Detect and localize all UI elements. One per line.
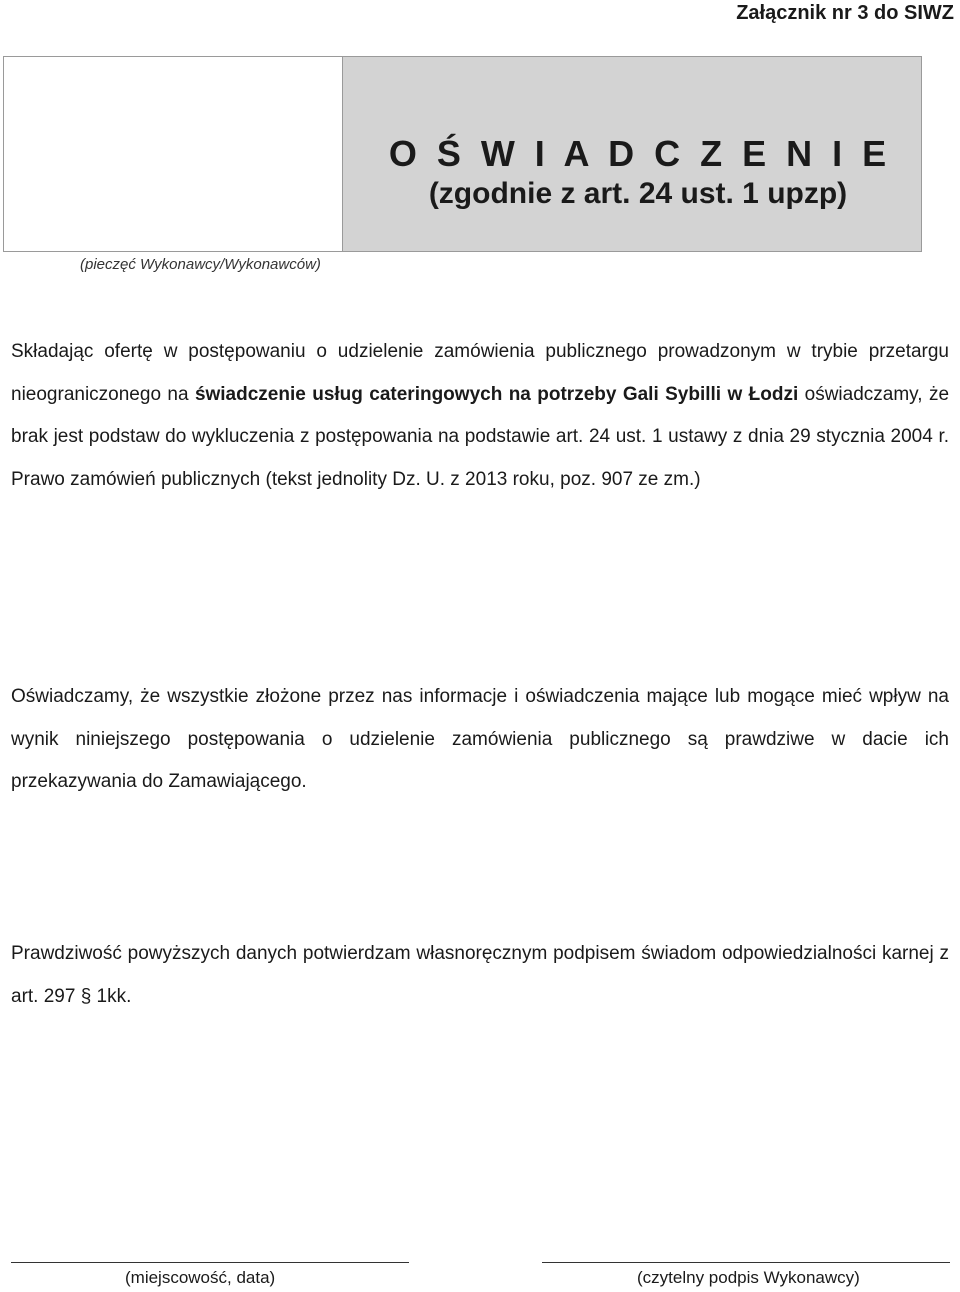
stamp-area: [4, 57, 343, 251]
stamp-label: (pieczęć Wykonawcy/Wykonawców): [80, 256, 321, 273]
annex-label: Załącznik nr 3 do SIWZ: [736, 2, 954, 24]
title-area: [343, 57, 921, 251]
document-title: O Ś W I A D C Z E N I E: [388, 133, 892, 174]
declaration-text-post: oświadczamy, że brak jest podstaw do wykluczenia z postępowania na podstawie art. 24 ust. 1 ustawy z dnia 29 stycznia 2004 r. Prawo zamówień publicznych (tekst jednolity Dz. U. z 2013 roku, poz. 907 ze zm.): [11, 383, 950, 490]
place-date-label: (miejscowość, data): [125, 1268, 276, 1287]
liability-paragraph: Prawdziwość powyższych danych potwierdzam własnoręcznym podpisem świadom odpowiedzialności karnej z art. 297 § 1kk.: [11, 943, 949, 1007]
declaration-text-pre: Składając ofertę w postępowaniu o udzielenie zamówienia publicznego prowadzonym w trybie przetargu nieograniczonego na: [11, 341, 949, 405]
signature-line: [542, 1262, 950, 1263]
declaration-subject: świadczenie usług cateringowych na potrzeby Gali Sybilli w Łodzi: [194, 383, 799, 405]
document-subtitle: (zgodnie z art. 24 ust. 1 upzp): [428, 177, 848, 210]
signature-label: (czytelny podpis Wykonawcy): [637, 1268, 860, 1287]
truthfulness-paragraph: Oświadczamy, że wszystkie złożone przez nas informacje i oświadczenia mające lub mogące mieć wpływ na wynik niniejszego postępowania o udzielenie zamówienia publicznego są prawdziwe w dacie ich przekazywania do Zamawiającego.: [11, 686, 949, 792]
header-box: [3, 56, 922, 252]
declaration-paragraph: [11, 331, 949, 501]
place-date-line: [11, 1262, 409, 1263]
